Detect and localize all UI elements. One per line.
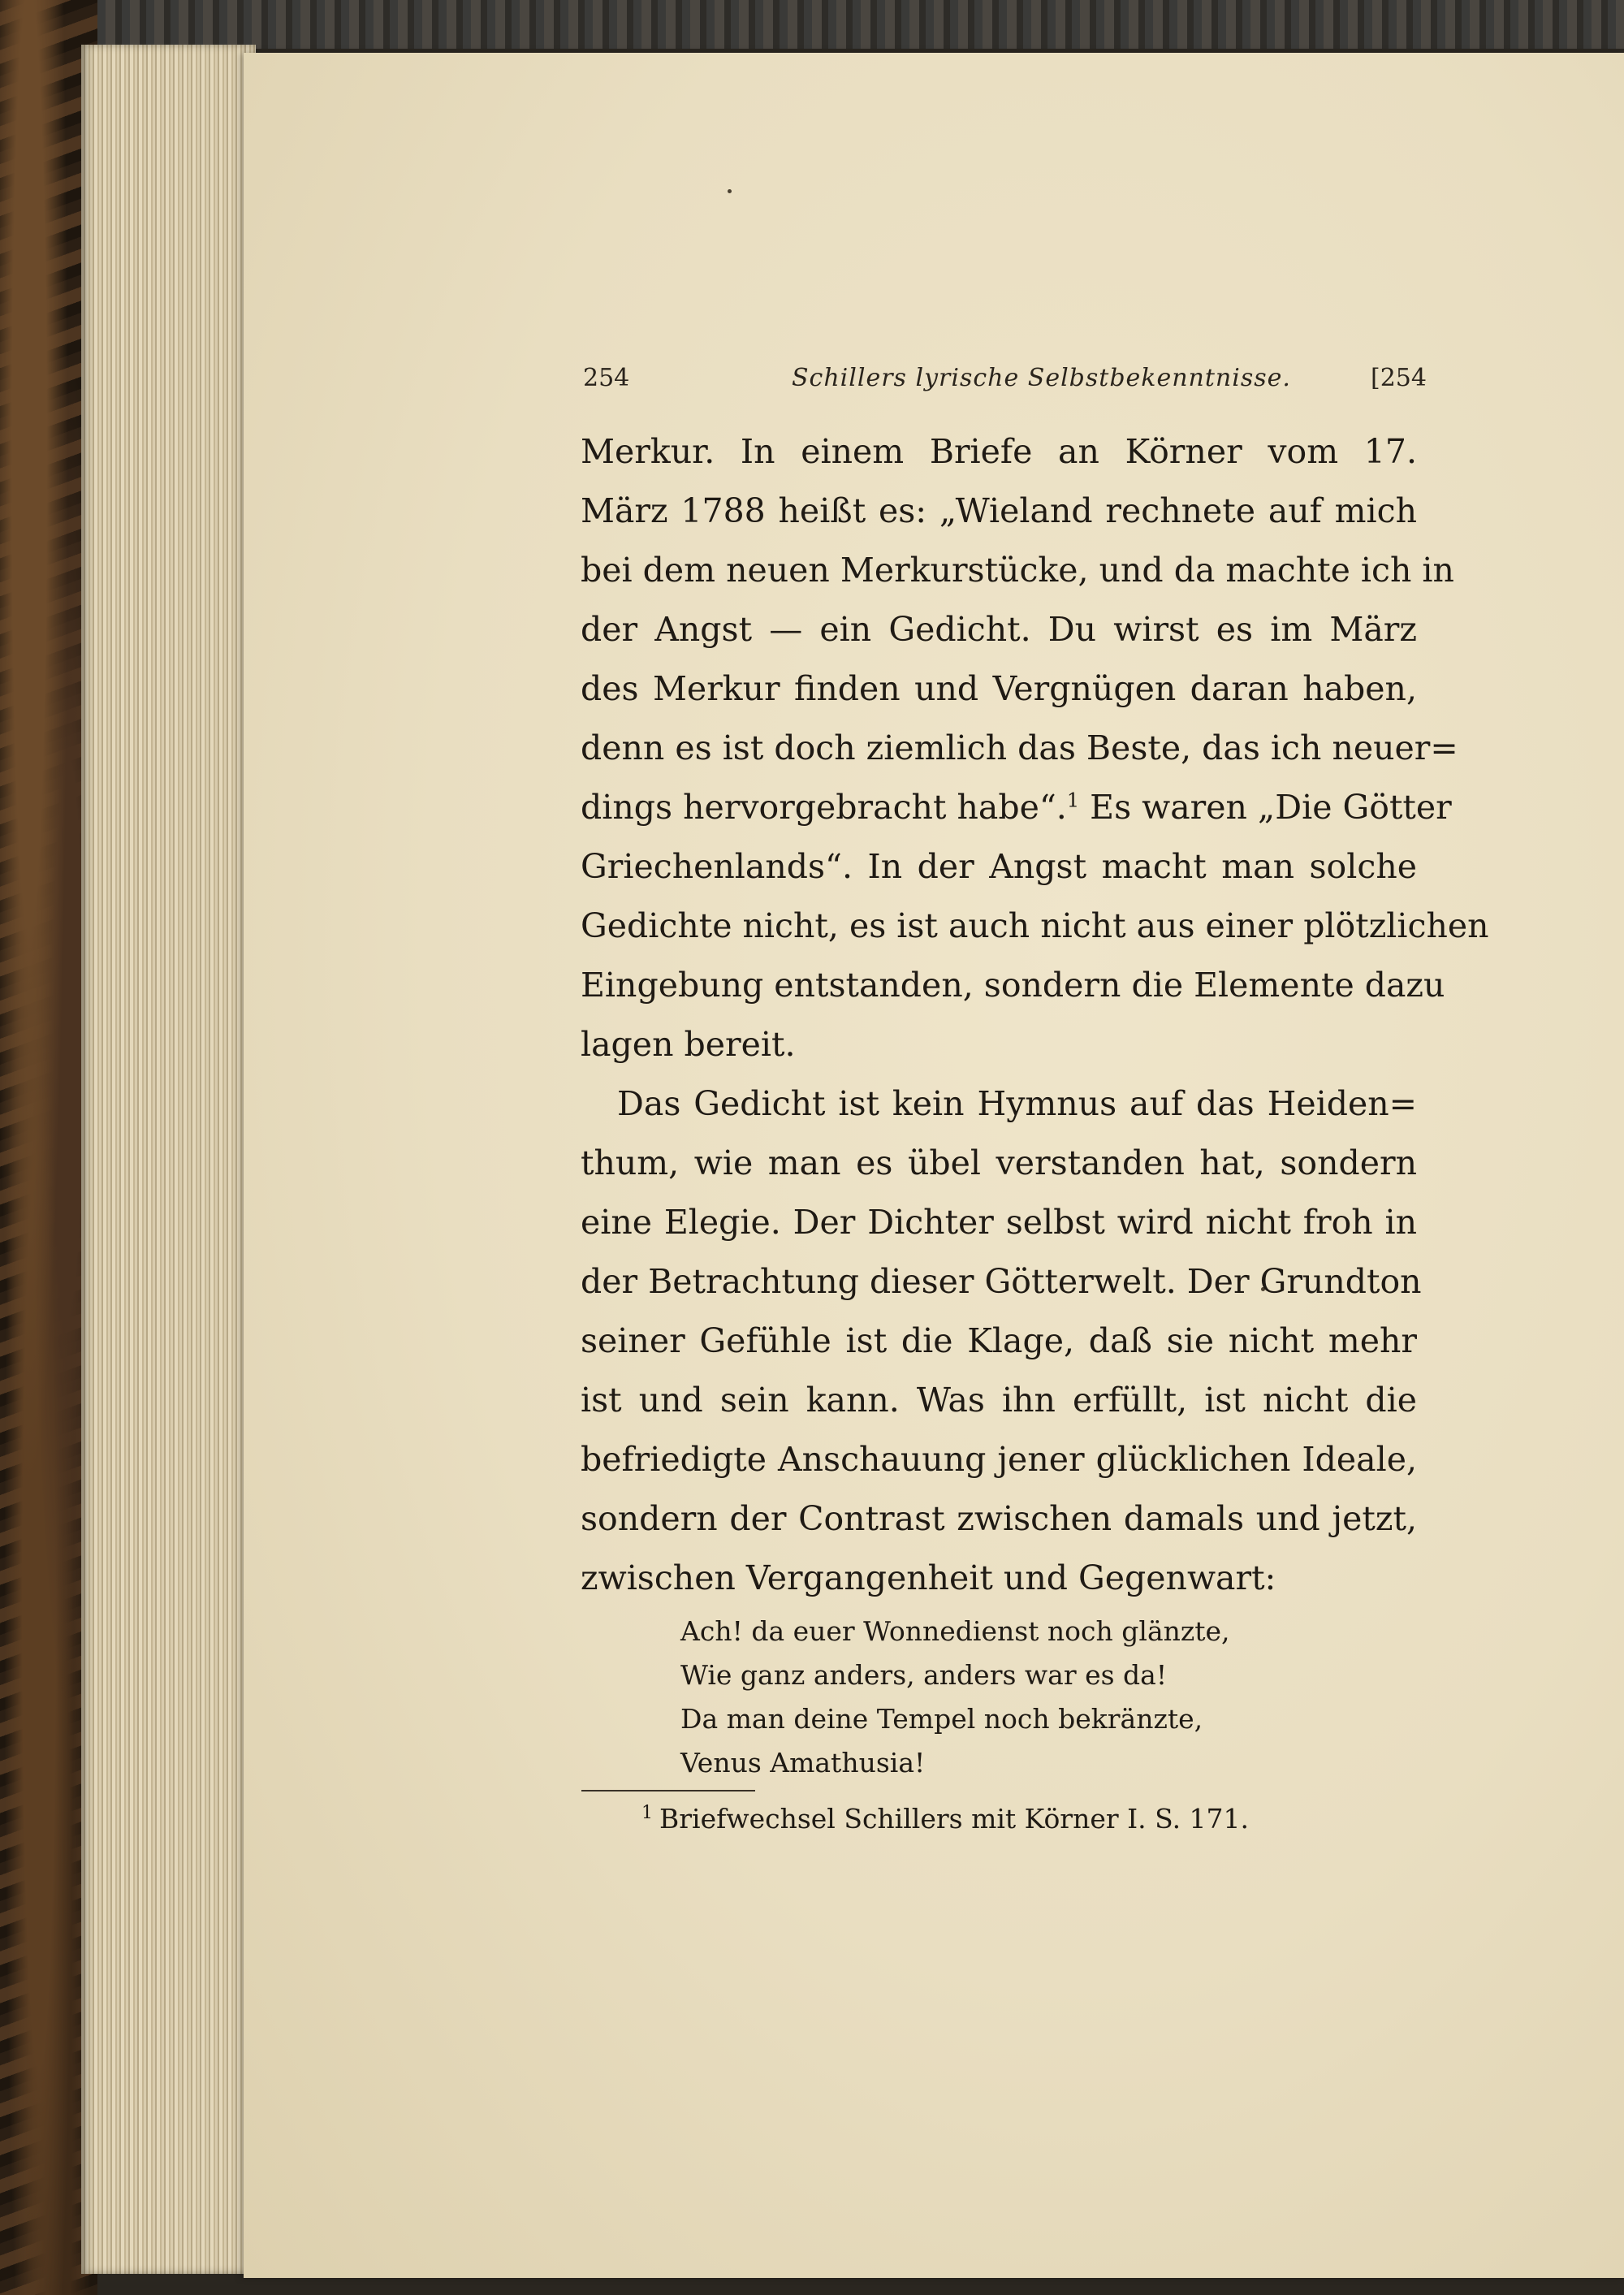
text-line: ist und sein kann. Was ihn erfüllt, ist nicht die xyxy=(581,1381,1417,1420)
text-line: befriedigte Anschauung jener glücklichen Ideale, xyxy=(581,1440,1417,1479)
text-segment: dings hervorgebracht habe“. xyxy=(581,788,1067,827)
text-line: seiner Gefühle ist die Klage, daß sie nicht mehr xyxy=(581,1321,1417,1360)
footnote xyxy=(641,1803,1249,1835)
text-line: thum, wie man es übel verstanden hat, sondern xyxy=(581,1143,1417,1182)
text-line-with-note xyxy=(581,778,1452,837)
text-line: März 1788 heißt es: „Wieland rechnete auf mich xyxy=(581,491,1417,530)
text-line: der Betrachtung dieser Götterwelt. Der Grundton xyxy=(581,1262,1422,1301)
text-line: Griechenlands“. In der Angst macht man solche xyxy=(581,847,1417,886)
verse-quotation xyxy=(680,1610,1411,1785)
text-segment: Es waren „Die Götter xyxy=(1079,788,1452,827)
verse-line: Ach! da euer Wonnedienst noch glänzte, xyxy=(680,1615,1230,1647)
text-line: Gedichte nicht, es ist auch nicht aus einer plötzlichen xyxy=(581,906,1489,945)
text-line: sondern der Contrast zwischen damals und jetzt, xyxy=(581,1499,1417,1538)
footnote-reference: 1 xyxy=(1066,789,1080,812)
text-line: der Angst — ein Gedicht. Du wirst es im März xyxy=(581,610,1417,649)
text-line: Das Gedicht ist kein Hymnus auf das Heiden= xyxy=(617,1084,1417,1123)
footnote-marker: 1 xyxy=(641,1803,653,1823)
text-line: zwischen Vergangenheit und Gegenwart: xyxy=(581,1558,1276,1597)
page-number-right: [254 xyxy=(1371,364,1427,392)
paper-speck xyxy=(728,189,732,193)
text-line: Merkur. In einem Briefe an Körner vom 17. xyxy=(581,432,1417,471)
body-text xyxy=(581,422,1489,1608)
footnote-text: Briefwechsel Schillers mit Körner I. S. 171. xyxy=(659,1803,1250,1835)
book-top-edge xyxy=(97,0,1624,49)
verse-line: Venus Amathusia! xyxy=(680,1747,926,1779)
running-title: Schillers lyrische Selbstbekenntnisse. xyxy=(792,364,1291,392)
text-line: eine Elegie. Der Dichter selbst wird nicht froh in xyxy=(581,1203,1417,1242)
verse-line: Da man deine Tempel noch bekränzte, xyxy=(680,1703,1203,1735)
text-line: Eingebung entstanden, sondern die Elemente dazu xyxy=(581,966,1445,1005)
text-line: bei dem neuen Merkurstücke, und da machte ich in xyxy=(581,551,1454,590)
verse-line: Wie ganz anders, anders war es da! xyxy=(680,1659,1168,1691)
page-edges-stack xyxy=(81,45,256,2274)
text-line: denn es ist doch ziemlich das Beste, das ich neuer= xyxy=(581,728,1458,767)
text-line: des Merkur finden und Vergnügen daran haben, xyxy=(581,669,1417,708)
page-number-left: 254 xyxy=(583,364,630,392)
footnote-rule xyxy=(581,1790,755,1791)
text-line: lagen bereit. xyxy=(581,1025,796,1064)
